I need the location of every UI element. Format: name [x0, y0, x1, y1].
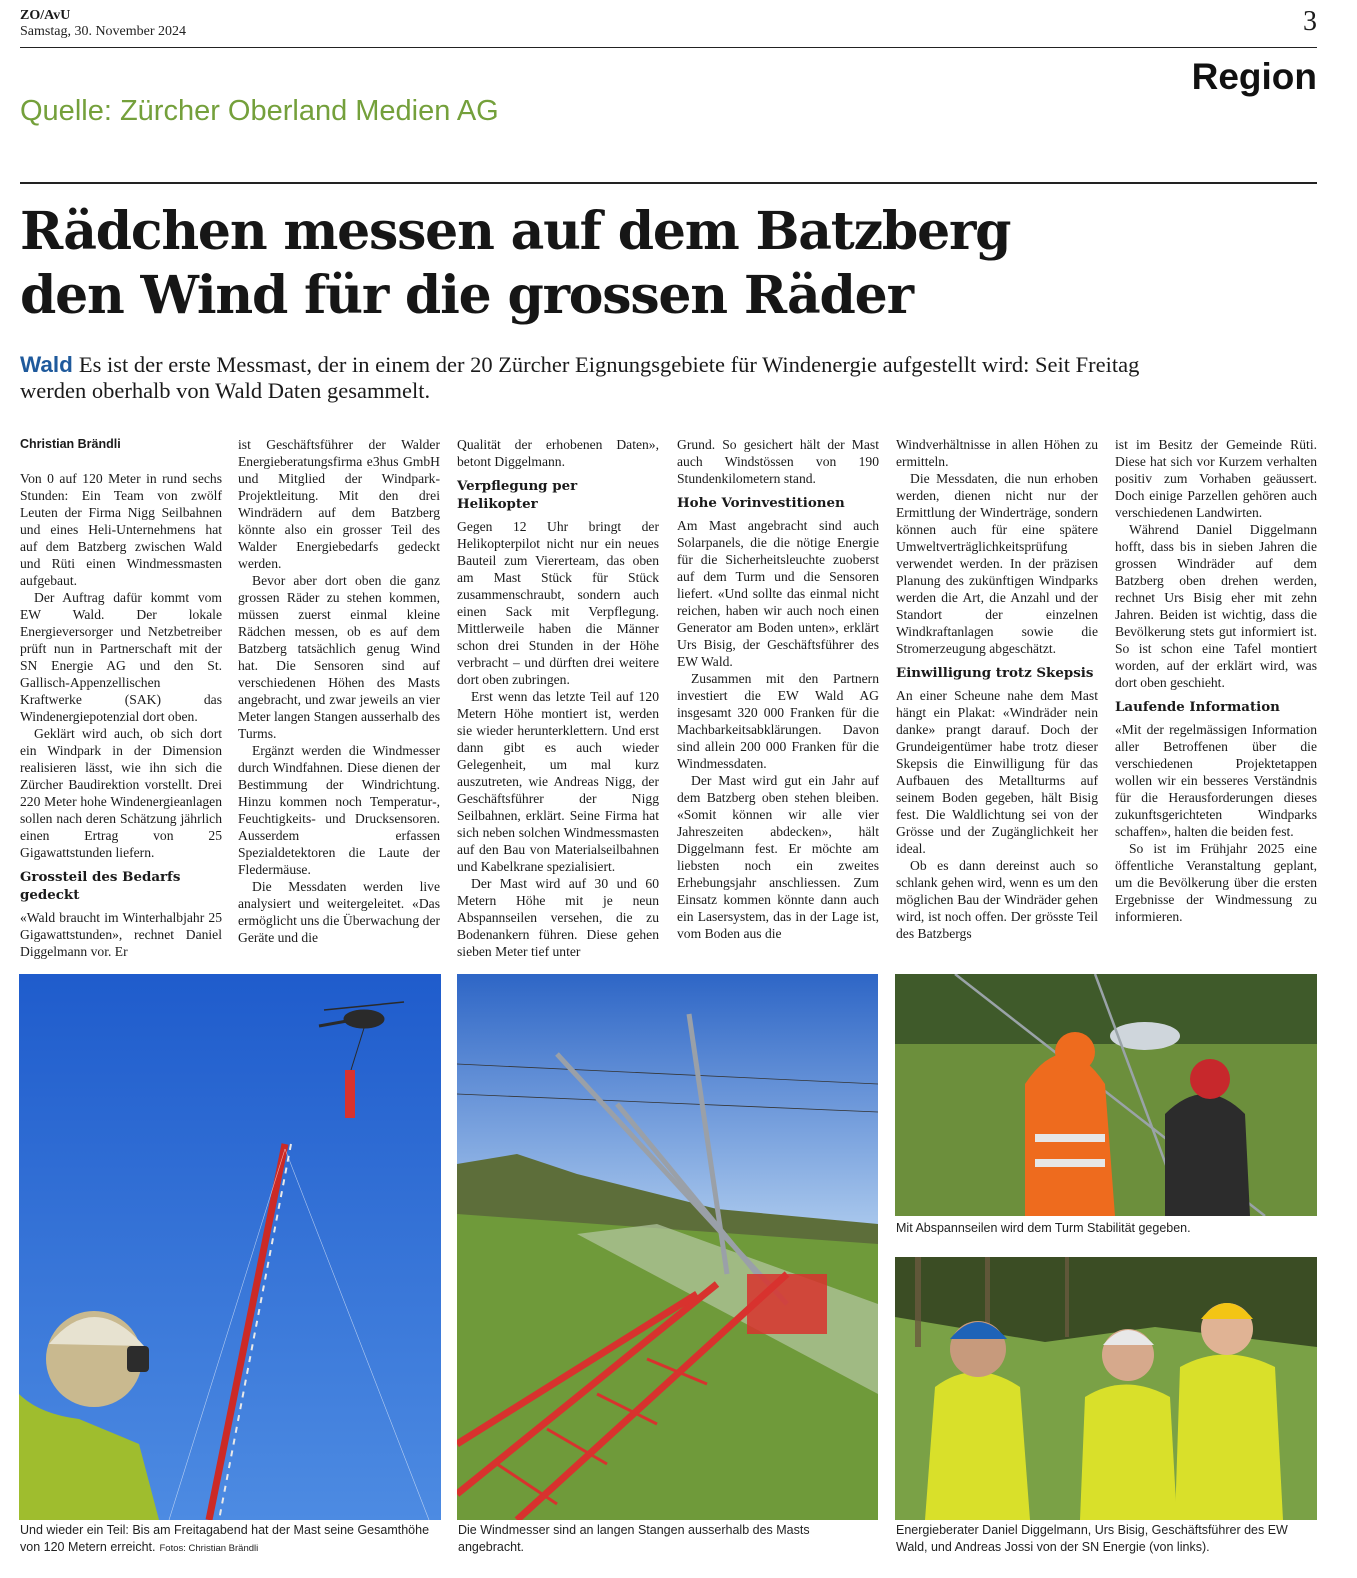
- article-column-2: [238, 436, 440, 946]
- paragraph: So ist im Frühjahr 2025 eine öffentliche Veranstaltung geplant, um die Bevölkerung über die ersten Ergebnisse der Windmessung zu informieren.: [1115, 841, 1317, 924]
- paragraph: «Wald braucht im Winterhalbjahr 25 Gigawattstunden», rechnet Daniel Diggelmann vor. Er: [20, 910, 222, 959]
- subheading: Verpflegung per Helikopter: [457, 478, 578, 512]
- source-note: Quelle: Zürcher Oberland Medien AG: [20, 95, 499, 127]
- paragraph: Ergänzt werden die Windmesser durch Windfahnen. Diese dienen der Bestimmung der Windrichtung. Hinzu kommen noch Temperatur-, Feuchtigkeits- und Drucksensoren. Ausserdem erfassen Spezialdetektoren die Laute der Fledermäuse.: [238, 743, 440, 877]
- photo-helicopter-mast: [19, 974, 441, 1520]
- headline-line-1: Rädchen messen auf dem Batzberg: [20, 201, 1011, 262]
- paragraph: Die Messdaten, die nun erhoben werden, dienen nicht nur der Ermittlung der Winderträge, sondern können auch für eine spätere Umweltverträglichkeitsprüfung verwendet werden. In der präzisen Planung des zukünftigen Windparks werden die Art, die Anzahl und der Standort der einzelnen Windkraftanlagen sowie die Stromerzeugung abgeschätzt.: [896, 471, 1098, 656]
- paragraph: Am Mast angebracht sind auch Solarpanels, die die nötige Energie für die Sicherheitsleuchte zuoberst auf dem Turm und die Sensoren liefert. «Und sollte das einmal nicht reichen, haben wir auch noch einen Generator am Boden unten», erklärt Urs Bisig, der Geschäftsführer des EW Wald.: [677, 518, 879, 669]
- subheading: Hohe Vorinvestitionen: [677, 495, 845, 511]
- paragraph: Bevor aber dort oben die ganz grossen Räder zu stehen kommen, müssen zuerst einmal kleine Rädchen messen, ob es auf dem Batzberg tatsächlich genug Wind hat. Die Sensoren sind auf verschiedenen Höhen des Masts angebracht, und zwar jeweils an vier Meter langen Stangen ausserhalb des Turms.: [238, 573, 440, 741]
- paragraph: Grund. So gesichert hält der Mast auch Windstössen von 190 Stundenkilometern stand.: [677, 437, 879, 486]
- paragraph: Ob es dann dereinst auch so schlank gehen wird, wenn es um den möglichen Bau der Windräder gehen wird, ist noch offen. Der grösste Teil des Batzbergs: [896, 858, 1098, 941]
- section-title: Region: [1191, 56, 1317, 97]
- article-column-1: [20, 436, 222, 960]
- article-column-5: [896, 436, 1098, 942]
- photo-guy-cables: [895, 974, 1317, 1216]
- article-column-6: [1115, 436, 1317, 925]
- dateline: Wald: [20, 352, 73, 377]
- paragraph: Die Messdaten werden live analysiert und weitergeleitet. «Das ermöglicht uns die Überwachung der Geräte und die: [238, 879, 440, 945]
- article-column-4: [677, 436, 879, 942]
- publication-date: Samstag, 30. November 2024: [20, 24, 187, 39]
- paragraph: An einer Scheune nahe dem Mast hängt ein Plakat: «Windräder nein danke» prangt darauf. Doch der Grundeigentümer habe trotz dieser Skepsis die Einwilligung für das Aufbauen des Metallturms auf seinem Boden gegeben, hält Bisig fest. Die Waldlichtung sei von der Grösse und der Zugänglichkeit her ideal.: [896, 688, 1098, 856]
- photo-mast-on-ground-caption: Die Windmesser sind an langen Stangen ausserhalb des Masts angebracht.: [458, 1523, 810, 1554]
- paragraph: Während Daniel Diggelmann hofft, dass bis in sieben Jahren die grossen Windräder auf dem Batzberg oben drehen werden, rechnet Urs Bisig eher mit zehn Jahren. Beiden ist wichtig, dass die Bevölkerung stets gut informiert ist. So ist schon eine Tafel montiert worden, auf der erklärt wird, was dort oben geschieht.: [1115, 522, 1317, 690]
- publication-name: ZO/AvU: [20, 8, 71, 23]
- author-byline: Christian Brändli: [20, 437, 121, 451]
- subheading: Grossteil des Bedarfs gedeckt: [20, 869, 181, 903]
- photo-three-men: [895, 1257, 1317, 1520]
- headline-line-2: den Wind für die grossen Räder: [20, 265, 913, 326]
- paragraph: Der Auftrag dafür kommt vom EW Wald. Der lokale Energieversorger und Netzbetreiber prüft nun in Partnerschaft mit der SN Energie AG und den St. Gallisch-Appenzellischen Kraftwerke (SAK) das Windenergiepotenzial dort oben.: [20, 590, 222, 724]
- caption-text: Und wieder ein Teil: Bis am Freitagabend hat der Mast seine Gesamthöhe von 120 Metern erreicht.: [20, 1523, 430, 1554]
- page-number: 3: [1303, 6, 1317, 37]
- paragraph: Gegen 12 Uhr bringt der Helikopterpilot nicht nur ein neues Bauteil zum Viererteam, das oben am Mast Stück für Stück zusammenschraubt, sondern auch einen Sack mit Verpflegung. Mittlerweile haben die Männer schon drei Stunden in der Höhe verbracht – und dürften drei weitere dort oben zubringen.: [457, 519, 659, 687]
- divider-rule: [20, 182, 1317, 184]
- article-headline: [20, 200, 1120, 328]
- subheading: Laufende Information: [1115, 699, 1280, 715]
- photo-mast-on-ground: [457, 974, 878, 1520]
- paragraph: Windverhältnisse in allen Höhen zu ermitteln.: [896, 437, 1098, 469]
- paragraph: Qualität der erhobenen Daten», betont Diggelmann.: [457, 437, 659, 469]
- lead-text: Es ist der erste Messmast, der in einem der 20 Zürcher Eignungsgebiete für Windenergie aufgestellt wird: Seit Freitag werden oberhalb von Wald Daten gesammelt.: [20, 352, 1140, 403]
- paragraph: Von 0 auf 120 Meter in rund sechs Stunden: Ein Team von zwölf Leuten der Firma Nigg Seilbahnen und eines Heli-Unternehmens hat auf dem Batzberg zwischen Wald und Rüti einen Windmessmasten aufgebaut.: [20, 471, 222, 588]
- paragraph: Der Mast wird auf 30 und 60 Metern Höhe mit je neun Abspannseilen versehen, die zu Bodenankern führen. Diese gehen sieben Meter tief unter: [457, 876, 659, 959]
- paragraph: Geklärt wird auch, ob sich dort ein Windpark in der Dimension realisieren lässt, wie ihn sich die Zürcher Baudirektion vorstellt. Drei 220 Meter hohe Windenergieanlagen sollen nach deren Schätzung jährlich einen Ertrag von 25 Gigawattstunden liefern.: [20, 726, 222, 860]
- paragraph: ist Geschäftsführer der Walder Energieberatungsfirma e3hus GmbH und Mitglied der Windpark-Projektleitung. Mit den drei Windrädern auf dem Batzberg könnte also ein grosser Teil des Walder Energiebedarfs gedeckt werden.: [238, 437, 440, 571]
- photo-helicopter-mast-caption: [20, 1522, 440, 1557]
- paragraph: «Mit der regelmässigen Information aller Betroffenen über die verschiedenen Projektetappen wollen wir ein besseres Verständnis für die Herausforderungen dieses zukunftsgerichteten Windparks schaffen», halten die beiden fest.: [1115, 722, 1317, 839]
- masthead: [20, 8, 1317, 48]
- photo-credit: Fotos: Christian Brändli: [159, 1543, 259, 1554]
- paragraph: Erst wenn das letzte Teil auf 120 Metern Höhe montiert ist, werden sie wieder herunterklettern. Und erst dann gibt es auch wieder Gelegenheit, um mal kurz auszutreten, wie Andreas Nigg, der Geschäftsführer der Nigg Seilbahnen, erklärt. Seine Firma hat sich neben solchen Windmessmasten auf den Bau von Materialseilbahnen und Kabelkrane spezialisiert.: [457, 689, 659, 874]
- paragraph: Zusammen mit den Partnern investiert die EW Wald AG insgesamt 320 000 Franken für die Machbarkeitsabklärungen. Davon sind allein 200 000 Franken für die Windmessdaten.: [677, 671, 879, 771]
- photo-guy-cables-caption: Mit Abspannseilen wird dem Turm Stabilität gegeben.: [896, 1221, 1191, 1235]
- paragraph: Der Mast wird gut ein Jahr auf dem Batzberg oben stehen bleiben. «Somit können wir alle vier Jahreszeiten abdecken», hält Diggelmann fest. Er möchte am liebsten noch ein zweites Erhebungsjahr anschliessen. Zum Einsatz kommen könnte dann auch ein Lasersystem, das in der Lage ist, vom Boden aus die: [677, 773, 879, 941]
- article-column-3: [457, 436, 659, 960]
- subheading: Einwilligung trotz Skepsis: [896, 665, 1094, 681]
- photo-three-men-caption: Energieberater Daniel Diggelmann, Urs Bisig, Geschäftsführer des EW Wald, und Andreas Jossi von der SN Energie (von links).: [896, 1523, 1288, 1554]
- article-lead: [20, 352, 1140, 404]
- paragraph: ist im Besitz der Gemeinde Rüti. Diese hat sich vor Kurzem verhalten positiv zum Vorhaben geäussert. Doch einige Parzellen gehören auch verschiedenen Landwirten.: [1115, 437, 1317, 520]
